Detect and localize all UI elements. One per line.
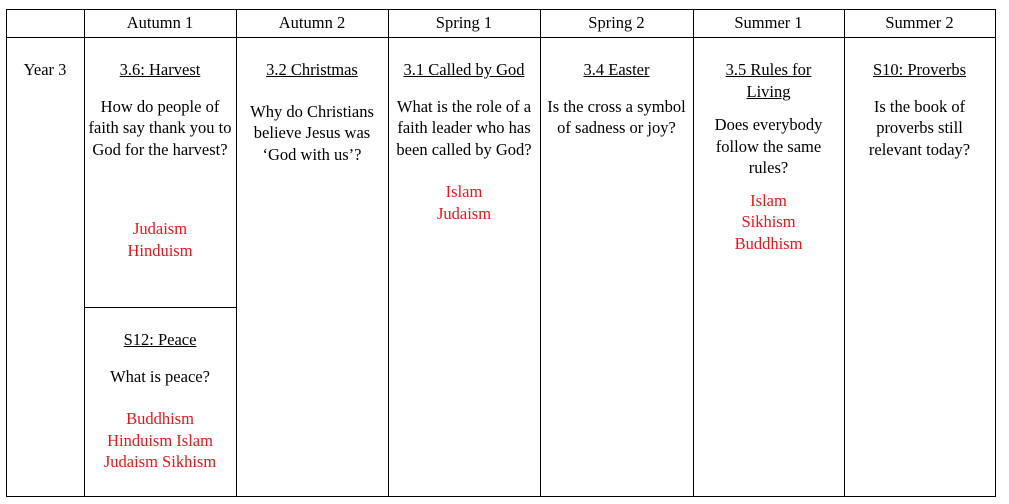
faith-item: Islam	[445, 182, 483, 201]
faith-item: Buddhism	[126, 409, 194, 428]
table-border-left	[6, 9, 7, 497]
faith-list	[695, 190, 842, 255]
column-divider	[693, 9, 694, 497]
faith-item: Judaism	[436, 203, 492, 223]
header-autumn-1: Autumn 1	[126, 13, 194, 32]
faith-item: Sikhism	[741, 212, 796, 231]
header-summer-2: Summer 2	[885, 13, 954, 32]
unit-cell-summer-1	[695, 59, 842, 254]
unit-cell-autumn-2	[238, 59, 386, 165]
unit-question: What is peace?	[110, 366, 210, 386]
faith-item: Hinduism	[127, 240, 193, 260]
unit-title: 3.1 Called by God	[403, 60, 525, 79]
unit-question: Is the book of proverbs still relevant today?	[868, 96, 971, 159]
unit-title: 3.4 Easter	[583, 60, 650, 79]
table-border-bottom	[6, 496, 996, 497]
unit-question: How do people of faith say thank you to God for the harvest?	[88, 96, 232, 159]
unit-question: Why do Christians believe Jesus was ‘God with us’?	[250, 101, 374, 164]
unit-question: What is the role of a faith leader who has been called by God?	[396, 96, 532, 159]
column-divider	[388, 9, 389, 497]
unit-title: S10: Proverbs	[872, 60, 967, 79]
faith-item: Islam	[750, 190, 787, 210]
faith-item: Judaism	[132, 219, 188, 238]
faith-list	[86, 408, 234, 473]
table-border-right	[995, 9, 996, 497]
faith-item: Buddhism	[734, 233, 803, 253]
curriculum-table	[6, 9, 996, 497]
unit-cell-autumn-1	[86, 59, 234, 261]
unit-title: 3.5 Rules for Living	[725, 60, 812, 101]
unit-cell-spring-1	[390, 59, 538, 224]
autumn1-split-divider	[84, 307, 237, 308]
unit-cell-summer-2	[846, 59, 993, 160]
column-divider	[236, 9, 237, 497]
faith-item: Hinduism Islam	[107, 430, 213, 450]
column-divider	[84, 9, 85, 497]
header-spring-1: Spring 1	[435, 13, 493, 32]
unit-cell-spring-2	[542, 59, 691, 139]
unit-title: 3.6: Harvest	[119, 60, 201, 79]
unit-cell-autumn-1-extra	[86, 329, 234, 473]
faith-list	[86, 218, 234, 261]
unit-question: Is the cross a symbol of sadness or joy?	[547, 96, 686, 137]
header-cell-empty	[6, 9, 84, 37]
header-autumn-2: Autumn 2	[278, 13, 346, 32]
header-divider	[6, 37, 996, 38]
faith-list	[390, 181, 538, 224]
row-label-year-3: Year 3	[23, 60, 67, 79]
header-summer-1: Summer 1	[734, 13, 803, 32]
unit-title: 3.2 Christmas	[266, 60, 358, 79]
unit-title: S12: Peace	[123, 330, 197, 349]
header-spring-2: Spring 2	[588, 13, 645, 32]
unit-question: Does everybody follow the same rules?	[714, 115, 823, 177]
column-divider	[540, 9, 541, 497]
column-divider	[844, 9, 845, 497]
faith-item: Judaism Sikhism	[103, 452, 217, 471]
